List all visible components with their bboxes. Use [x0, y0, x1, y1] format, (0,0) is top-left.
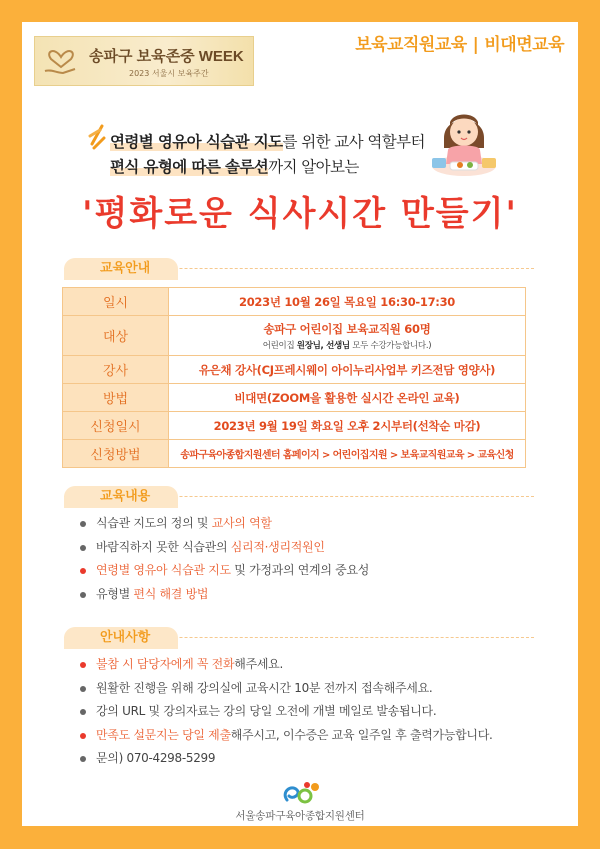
header-label-left: 보육교직원교육: [355, 35, 467, 55]
intro-line2-rest: 까지 알아보는: [268, 158, 359, 176]
item-emphasis: 연령별 영유아 식습관 지도: [96, 563, 231, 577]
section-title: 교육내용: [64, 486, 178, 508]
section-heading-content: [64, 486, 534, 508]
info-value: 비대면(ZOOM을 활용한 실시간 온라인 교육): [169, 384, 526, 412]
list-item: [80, 724, 493, 748]
info-note-bold: 원장님, 선생님: [296, 340, 350, 351]
intro-line2-highlight: 편식 유형에 따른 솔루션: [110, 158, 269, 176]
item-emphasis: 만족도 설문지는 당일 제출: [96, 727, 231, 742]
center-logo-icon: [279, 780, 323, 806]
info-note-post: 모두 수강가능합니다.): [349, 340, 432, 351]
content-list: [80, 512, 369, 606]
info-value-cell: [169, 316, 526, 356]
item-emphasis: 불참 시 담당자에게 꼭 전화: [96, 657, 235, 671]
list-item: [80, 536, 369, 560]
badge-subtitle: 2023 서울시 보육주간: [129, 69, 209, 78]
table-row: [63, 440, 526, 468]
info-value: 유은채 강사(CJ프레시웨이 아이누리사업부 키즈전담 영양사): [169, 356, 526, 384]
info-note-pre: 어린이집: [262, 340, 297, 351]
list-item: [80, 512, 369, 536]
week-badge: [34, 36, 254, 86]
info-note: [169, 339, 525, 351]
item-text: 원활한 진행을 위해 강의실에 교육시간 10분 전까지 접속해주세요.: [96, 680, 433, 695]
item-text: 해주세요.: [234, 657, 283, 671]
item-text: 강의 URL 및 강의자료는 강의 당일 오전에 개별 메일로 발송됩니다.: [96, 704, 437, 718]
info-value: 송파구육아종합지원센터 홈페이지 > 어린이집지원 > 보육교직원교육 > 교육신청: [169, 440, 526, 468]
item-emphasis: 편식 해결 방법: [133, 586, 209, 601]
notice-list: [80, 653, 493, 771]
table-row: [63, 412, 526, 440]
info-key: 신청방법: [63, 440, 169, 468]
section-heading-info: [64, 258, 534, 280]
header-label: [355, 30, 564, 55]
heart-hand-icon: [41, 43, 81, 81]
item-emphasis: 심리적·생리적원인: [230, 539, 325, 554]
item-text: 식습관 지도의 정의 및: [96, 516, 212, 530]
info-key: 일시: [63, 288, 169, 316]
item-text: 유형별: [96, 586, 134, 601]
girl-eating-illustration: [430, 96, 498, 176]
table-row: [63, 316, 526, 356]
list-item: [80, 747, 493, 771]
info-key: 대상: [63, 316, 169, 356]
brush-stroke-icon: [88, 122, 108, 150]
main-title: '평화로운 식사시간 만들기': [82, 194, 518, 234]
list-item: [80, 653, 493, 677]
section-title: 교육안내: [64, 258, 178, 280]
item-text: 문의) 070-4298-5299: [96, 751, 216, 765]
table-row: [63, 288, 526, 316]
header-label-right: 비대면교육: [484, 35, 564, 55]
info-key: 신청일시: [63, 412, 169, 440]
info-value: 2023년 9월 19일 화요일 오후 2시부터(선착순 마감): [169, 412, 526, 440]
table-row: [63, 384, 526, 412]
info-key: 강사: [63, 356, 169, 384]
badge-title: 송파구 보육존중 WEEK: [89, 48, 244, 65]
info-value: 송파구 어린이집 보육교직원 60명: [263, 321, 431, 336]
section-title: 안내사항: [64, 627, 178, 649]
list-item: [80, 583, 369, 607]
section-heading-notice: [64, 627, 534, 649]
item-emphasis: 교사의 역할: [211, 516, 272, 530]
intro-line1-highlight: 연령별 영유아 식습관 지도: [110, 133, 283, 151]
list-item: [80, 700, 493, 724]
table-row: [63, 356, 526, 384]
item-text: 바람직하지 못한 식습관의: [96, 539, 231, 554]
header-separator: |: [472, 35, 479, 55]
info-value: 2023년 10월 26일 목요일 16:30-17:30: [169, 288, 526, 316]
info-table: [62, 287, 526, 468]
info-key: 방법: [63, 384, 169, 412]
footer-org: 서울송파구육아종합지원센터: [235, 810, 365, 822]
list-item: [80, 677, 493, 701]
intro-line1-rest: 를 위한 교사 역할부터: [282, 133, 425, 151]
item-text: 해주시고, 이수증은 교육 일주일 후 출력가능합니다.: [230, 727, 493, 742]
list-item: [80, 559, 369, 583]
intro-text: [110, 130, 425, 180]
item-text: 및 가정과의 연계의 중요성: [230, 563, 370, 577]
